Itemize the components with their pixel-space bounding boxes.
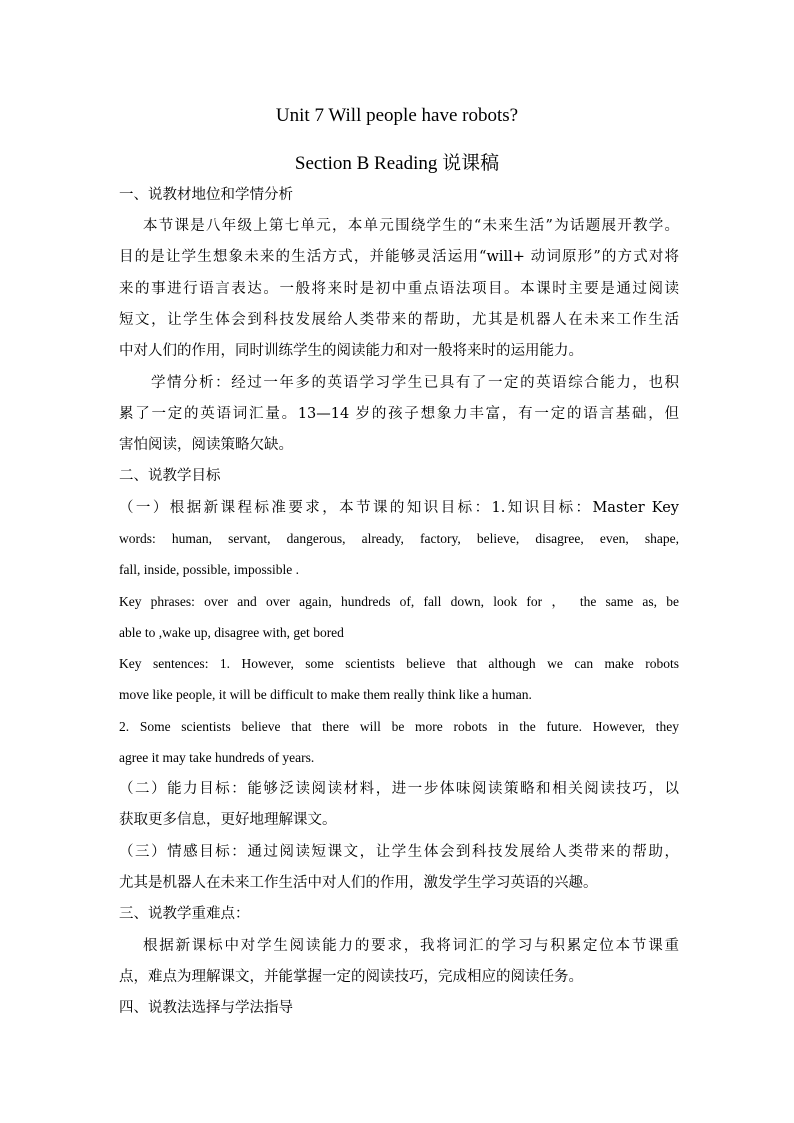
paragraph-line: words: human, servant, dangerous, already, factory, believe, disagree, even, shape, [119, 531, 679, 546]
paragraph-line: agree it may take hundreds of years. [119, 750, 315, 765]
section-heading-3: 三、说教学重难点： [119, 906, 250, 922]
paragraph-line: 目的是让学生想象未来的生活方式，并能够灵活运用“will+ 动词原形”的方式对将 [119, 249, 679, 265]
paragraph-line: 2. Some scientists believe that there will be more robots in the future. However, they [119, 719, 679, 734]
paragraph-line: Key sentences: 1. However, some scientists believe that although we can make robots [119, 656, 679, 671]
paragraph-line: 尤其是机器人在未来工作生活中对人们的作用，激发学生学习英语的兴趣。 [119, 875, 598, 891]
paragraph-line: 害怕阅读，阅读策略欠缺。 [119, 437, 293, 453]
paragraph-line: 累了一定的英语词汇量。13—14 岁的孩子想象力丰富，有一定的语言基础，但 [119, 406, 679, 422]
section-heading-1: 一、说教材地位和学情分析 [119, 187, 293, 203]
section-heading-4: 四、说教法选择与学法指导 [119, 1000, 293, 1016]
paragraph-line: able to ,wake up, disagree with, get bored [119, 625, 344, 640]
paragraph-line: 中对人们的作用，同时训练学生的阅读能力和对一般将来时的运用能力。 [119, 343, 583, 359]
paragraph-line: fall, inside, possible, impossible . [119, 562, 299, 577]
paragraph-line: 本节课是八年级上第七单元，本单元围绕学生的“未来生活”为话题展开教学。 [143, 218, 679, 234]
paragraph-line: move like people, it will be difficult to make them really think like a human. [119, 687, 532, 702]
section-heading-2: 二、说教学目标 [119, 468, 221, 484]
paragraph-line: 来的事进行语言表达。一般将来时是初中重点语法项目。本课时主要是通过阅读 [119, 281, 679, 297]
paragraph-line: Key phrases: over and over again, hundreds of, fall down, look for ， the same as, be [119, 594, 679, 609]
paragraph-line: （一）根据新课程标准要求，本节课的知识目标：1.知识目标：Master Key [119, 500, 679, 516]
paragraph-line: 根据新课标中对学生阅读能力的要求，我将词汇的学习与积累定位本节课重 [143, 938, 679, 954]
document-title: Unit 7 Will people have robots? [275, 105, 519, 126]
document-subtitle: Section B Reading 说课稿 [294, 153, 500, 174]
paragraph-line: 短文，让学生体会到科技发展给人类带来的帮助，尤其是机器人在未来工作生活 [119, 312, 679, 328]
paragraph-line: （三）情感目标：通过阅读短课文，让学生体会到科技发展给人类带来的帮助， [119, 844, 679, 860]
paragraph-line: 获取更多信息，更好地理解课文。 [119, 812, 337, 828]
paragraph-line: （二）能力目标：能够泛读阅读材料，进一步体味阅读策略和相关阅读技巧，以 [119, 781, 679, 797]
paragraph-line: 点，难点为理解课文，并能掌握一定的阅读技巧，完成相应的阅读任务。 [119, 969, 583, 985]
paragraph-line: 学情分析：经过一年多的英语学习学生已具有了一定的英语综合能力，也积 [151, 375, 679, 391]
